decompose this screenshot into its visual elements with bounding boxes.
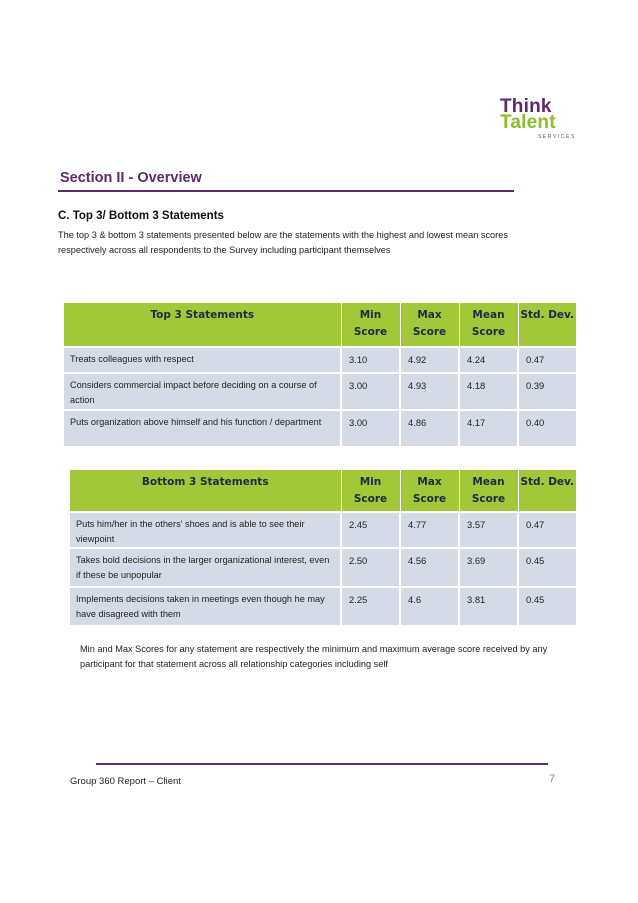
std-dev-cell: 0.47 [518,512,576,548]
statement-cell: Puts him/her in the others' shoes and is able to see their viewpoint [70,512,341,548]
std-dev-cell: 0.45 [518,548,576,587]
std-dev-cell: 0.39 [518,373,576,410]
header-std-dev: Std. Dev. [518,470,576,512]
header-max-score: Max Score [400,470,459,512]
max-score-cell: 4.77 [400,512,459,548]
header-max-score: Max Score [400,303,459,347]
table-row [64,373,576,410]
page-number: 7 [549,773,556,785]
max-score-cell: 4.6 [400,587,459,625]
header-std-dev: Std. Dev. [518,303,576,347]
table-row [70,587,576,625]
score-note: Min and Max Scores for any statement are respectively the minimum and maximum average score received by any participant for that statement across all relationship categories including self [80,644,548,669]
std-dev-cell: 0.47 [518,347,576,373]
table-row [70,548,576,587]
max-score-cell: 4.86 [400,410,459,446]
table-header-row [70,470,576,512]
logo-talent-text: Talent [500,112,556,133]
section-divider [58,190,514,192]
std-dev-cell: 0.40 [518,410,576,446]
max-score-cell: 4.93 [400,373,459,410]
header-mean-score: Mean Score [459,470,518,512]
header-statements: Top 3 Statements [64,303,341,347]
header-min-score: Min Score [341,303,400,347]
table-row [64,410,576,446]
statement-cell: Puts organization above himself and his function / department [64,410,341,446]
min-score-cell: 2.50 [341,548,400,587]
std-dev-cell: 0.45 [518,587,576,625]
min-score-cell: 2.45 [341,512,400,548]
min-score-cell: 3.10 [341,347,400,373]
max-score-cell: 4.56 [400,548,459,587]
bottom3-table [70,470,576,625]
min-score-cell: 2.25 [341,587,400,625]
header-statements: Bottom 3 Statements [70,470,341,512]
table-row [64,347,576,373]
mean-score-cell: 3.81 [459,587,518,625]
mean-score-cell: 3.57 [459,512,518,548]
logo-think-text: Think [500,96,552,117]
statement-cell: Considers commercial impact before deciding on a course of action [64,373,341,410]
footer-report-title: Group 360 Report – Client [70,776,181,787]
logo-services-text: SERVICES [538,134,576,140]
top3-table [64,303,576,446]
max-score-cell: 4.92 [400,347,459,373]
min-score-cell: 3.00 [341,373,400,410]
header-min-score: Min Score [341,470,400,512]
subsection-heading: C. Top 3/ Bottom 3 Statements [58,210,224,222]
section-title: Section II - Overview [60,170,202,186]
header-mean-score: Mean Score [459,303,518,347]
statement-cell: Takes bold decisions in the larger organizational interest, even if these be unpopular [70,548,341,587]
statement-cell: Implements decisions taken in meetings even though he may have disagreed with them [70,587,341,625]
statement-cell: Treats colleagues with respect [64,347,341,373]
mean-score-cell: 4.17 [459,410,518,446]
table-header-row [64,303,576,347]
intro-paragraph: The top 3 & bottom 3 statements presented below are the statements with the highest and lowest mean scores respectively across all respondents to the Survey including participant themselves [58,230,508,255]
mean-score-cell: 4.18 [459,373,518,410]
mean-score-cell: 3.69 [459,548,518,587]
mean-score-cell: 4.24 [459,347,518,373]
table-row [70,512,576,548]
footer-divider [96,763,548,765]
min-score-cell: 3.00 [341,410,400,446]
think-talent-logo [500,96,580,144]
